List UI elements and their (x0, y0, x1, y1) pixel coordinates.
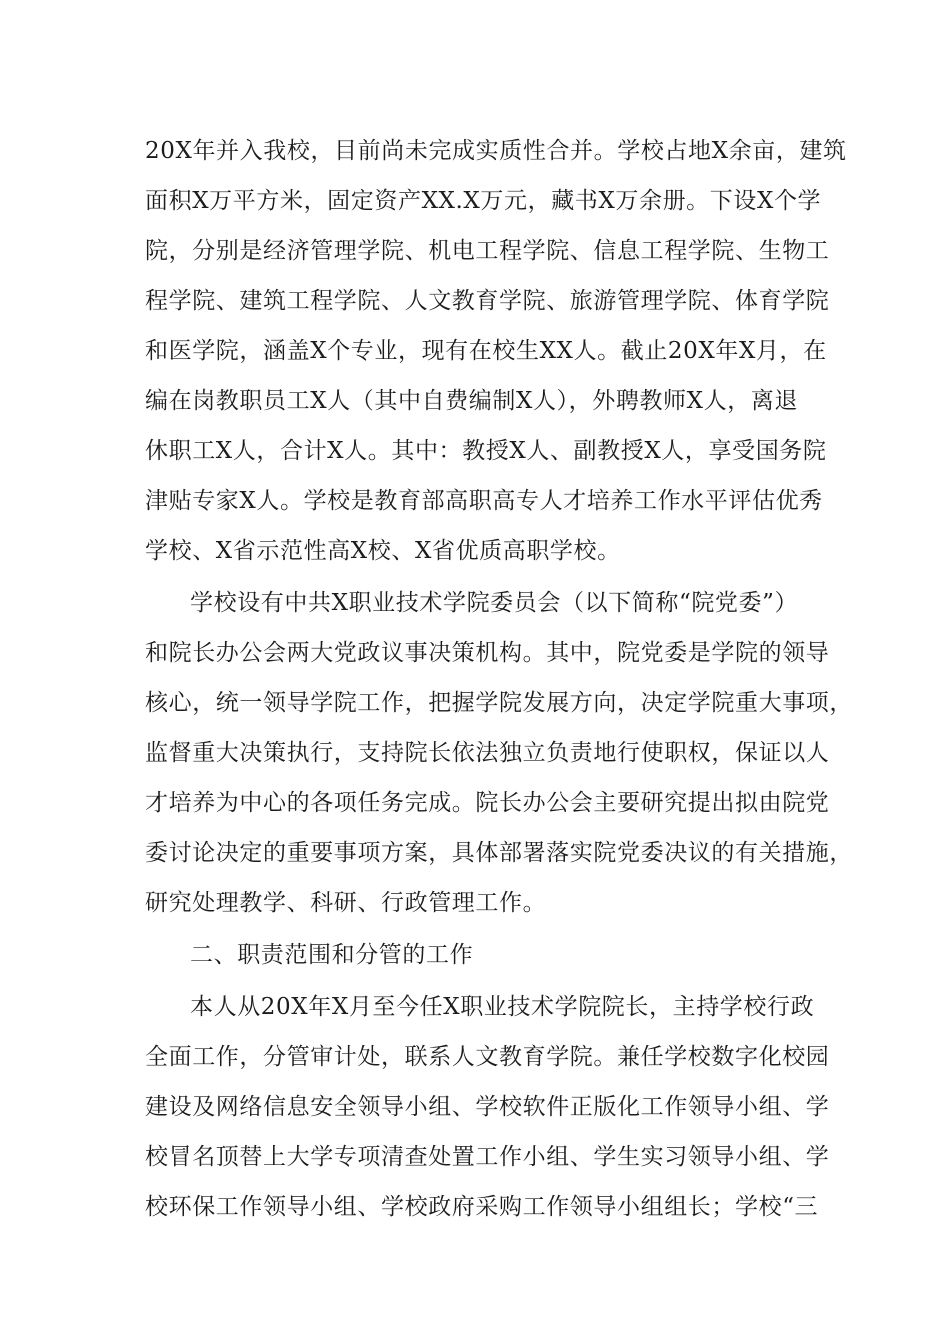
text-line: 编在岗教职员工X人（其中自费编制X人），外聘教师X人，离退 (145, 388, 799, 414)
text-line: 建设及网络信息安全领导小组、学校软件正版化工作领导小组、学 (145, 1094, 830, 1120)
section-heading: 二、职责范围和分管的工作 (190, 942, 474, 968)
text-line: 全面工作，分管审计处，联系人文教育学院。兼任学校数字化校园 (145, 1044, 830, 1070)
text-line: 才培养为中心的各项任务完成。院长办公会主要研究提出拟由院党 (145, 790, 830, 816)
text-line: 校环保工作领导小组、学校政府采购工作领导小组组长；学校“三 (145, 1194, 819, 1220)
text-line: 学校、X省示范性高X校、X省优质高职学校。 (145, 538, 621, 564)
text-line: 研究处理教学、科研、行政管理工作。 (145, 890, 547, 916)
paragraph-first-line: 本人从20X年X月至今任X职业技术学院院长，主持学校行政 (190, 994, 815, 1020)
text-line: 休职工X人，合计X人。其中：教授X人、副教授X人，享受国务院 (145, 438, 827, 464)
text-line: 面积X万平方米，固定资产XX.X万元，藏书X万余册。下设X个学 (145, 188, 822, 214)
text-line: 和院长办公会两大党政议事决策机构。其中，院党委是学院的领导 (145, 640, 830, 666)
text-line: 委讨论决定的重要事项方案，具体部署落实院党委决议的有关措施， (145, 840, 853, 866)
text-line: 和医学院，涵盖X个专业，现有在校生XX人。截止20X年X月，在 (145, 338, 827, 364)
text-line: 核心，统一领导学院工作，把握学院发展方向，决定学院重大事项， (145, 690, 853, 716)
text-line: 监督重大决策执行，支持院长依法独立负责地行使职权，保证以人 (145, 740, 830, 766)
text-line: 津贴专家X人。学校是教育部高职高专人才培养工作水平评估优秀 (145, 488, 823, 514)
text-line: 20X年并入我校，目前尚未完成实质性合并。学校占地X余亩，建筑 (145, 138, 847, 164)
text-line: 校冒名顶替上大学专项清查处置工作小组、学生实习领导小组、学 (145, 1144, 830, 1170)
paragraph-first-line: 学校设有中共X职业技术学院委员会（以下简称“院党委”） (190, 590, 799, 616)
text-line: 程学院、建筑工程学院、人文教育学院、旅游管理学院、体育学院 (145, 288, 830, 314)
text-line: 院，分别是经济管理学院、机电工程学院、信息工程学院、生物工 (145, 238, 830, 264)
